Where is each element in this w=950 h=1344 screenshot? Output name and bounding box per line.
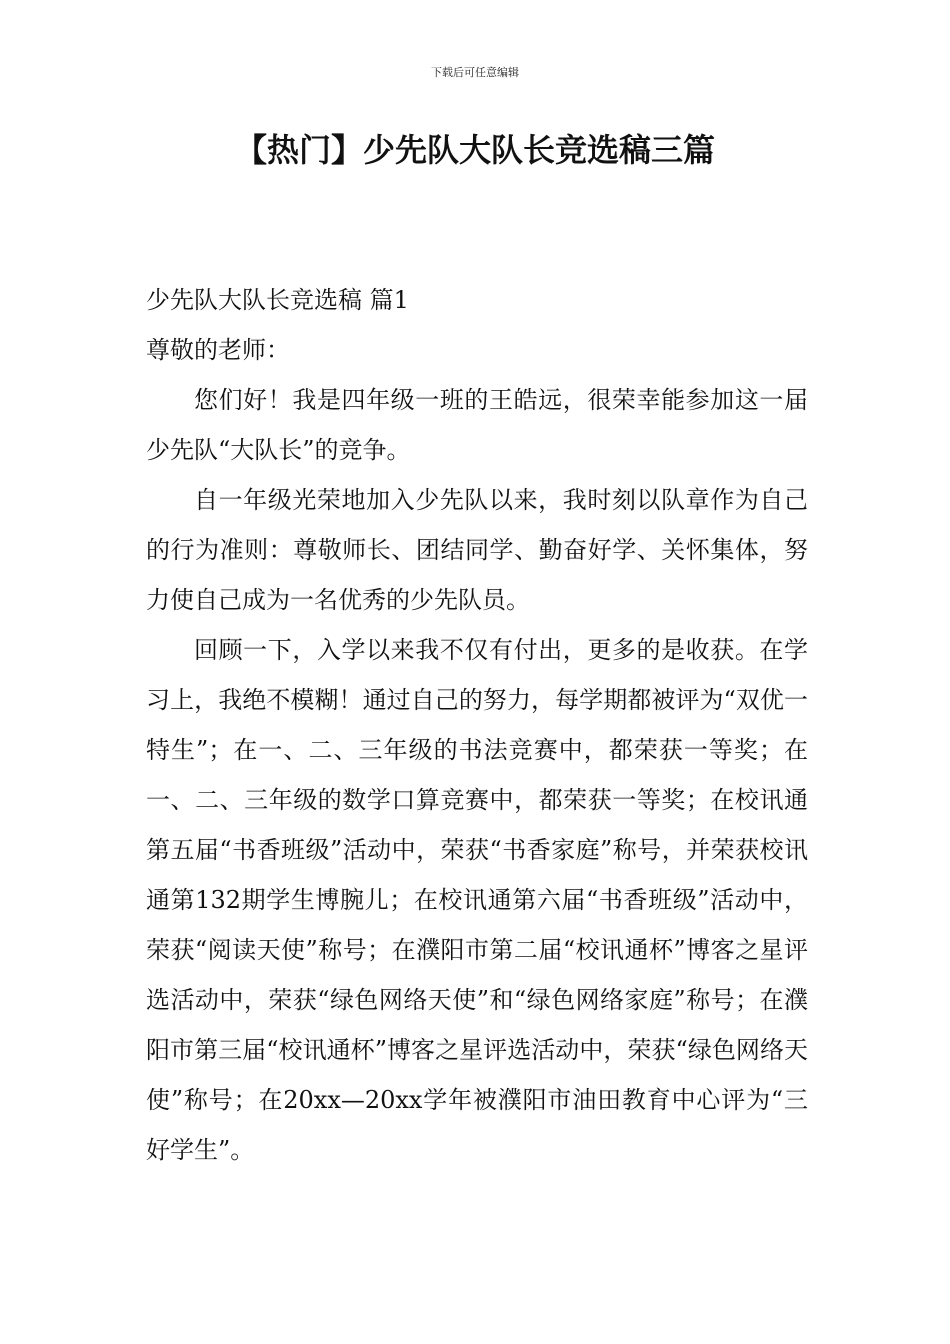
document-title: 【热门】少先队大队长竞选稿三篇 (234, 131, 715, 169)
page-header-note: 下载后可任意编辑 (431, 66, 519, 79)
paragraph-3: 回顾一下，入学以来我不仅有付出，更多的是收获。在学习上，我绝不模糊！通过自己的努力，每学期都被评为“双优一特生”；在一、二、三年级的书法竞赛中，都荣获一等奖；在一、二、三年级的数学口算竞赛中，都荣获一等奖；在校讯通第五届“书香班级”活动中，荣获“书香家庭”称号，并荣获校讯通第132期学生博腕儿；在校讯通第六届“书香班级”活动中，荣获“阅读天使”称号；在濮阳市第二届“校讯通杯”博客之星评选活动中，荣获“绿色网络天使”和“绿色网络家庭”称号；在濮阳市第三届“校讯通杯”博客之星评选活动中，荣获“绿色网络天使”称号；在20xx—20xx学年被濮阳市油田教育中心评为“三好学生”。 (146, 636, 808, 1164)
salutation: 尊敬的老师： (146, 336, 290, 364)
paragraph-1: 您们好！我是四年级一班的王皓远，很荣幸能参加这一届少先队“大队长”的竞争。 (146, 386, 808, 464)
paragraph-2: 自一年级光荣地加入少先队以来，我时刻以队章作为自己的行为准则：尊敬师长、团结同学、勤奋好学、关怀集体，努力使自己成为一名优秀的少先队员。 (146, 486, 808, 614)
section-heading: 少先队大队长竞选稿 篇1 (146, 286, 409, 314)
document-body (146, 275, 808, 1175)
